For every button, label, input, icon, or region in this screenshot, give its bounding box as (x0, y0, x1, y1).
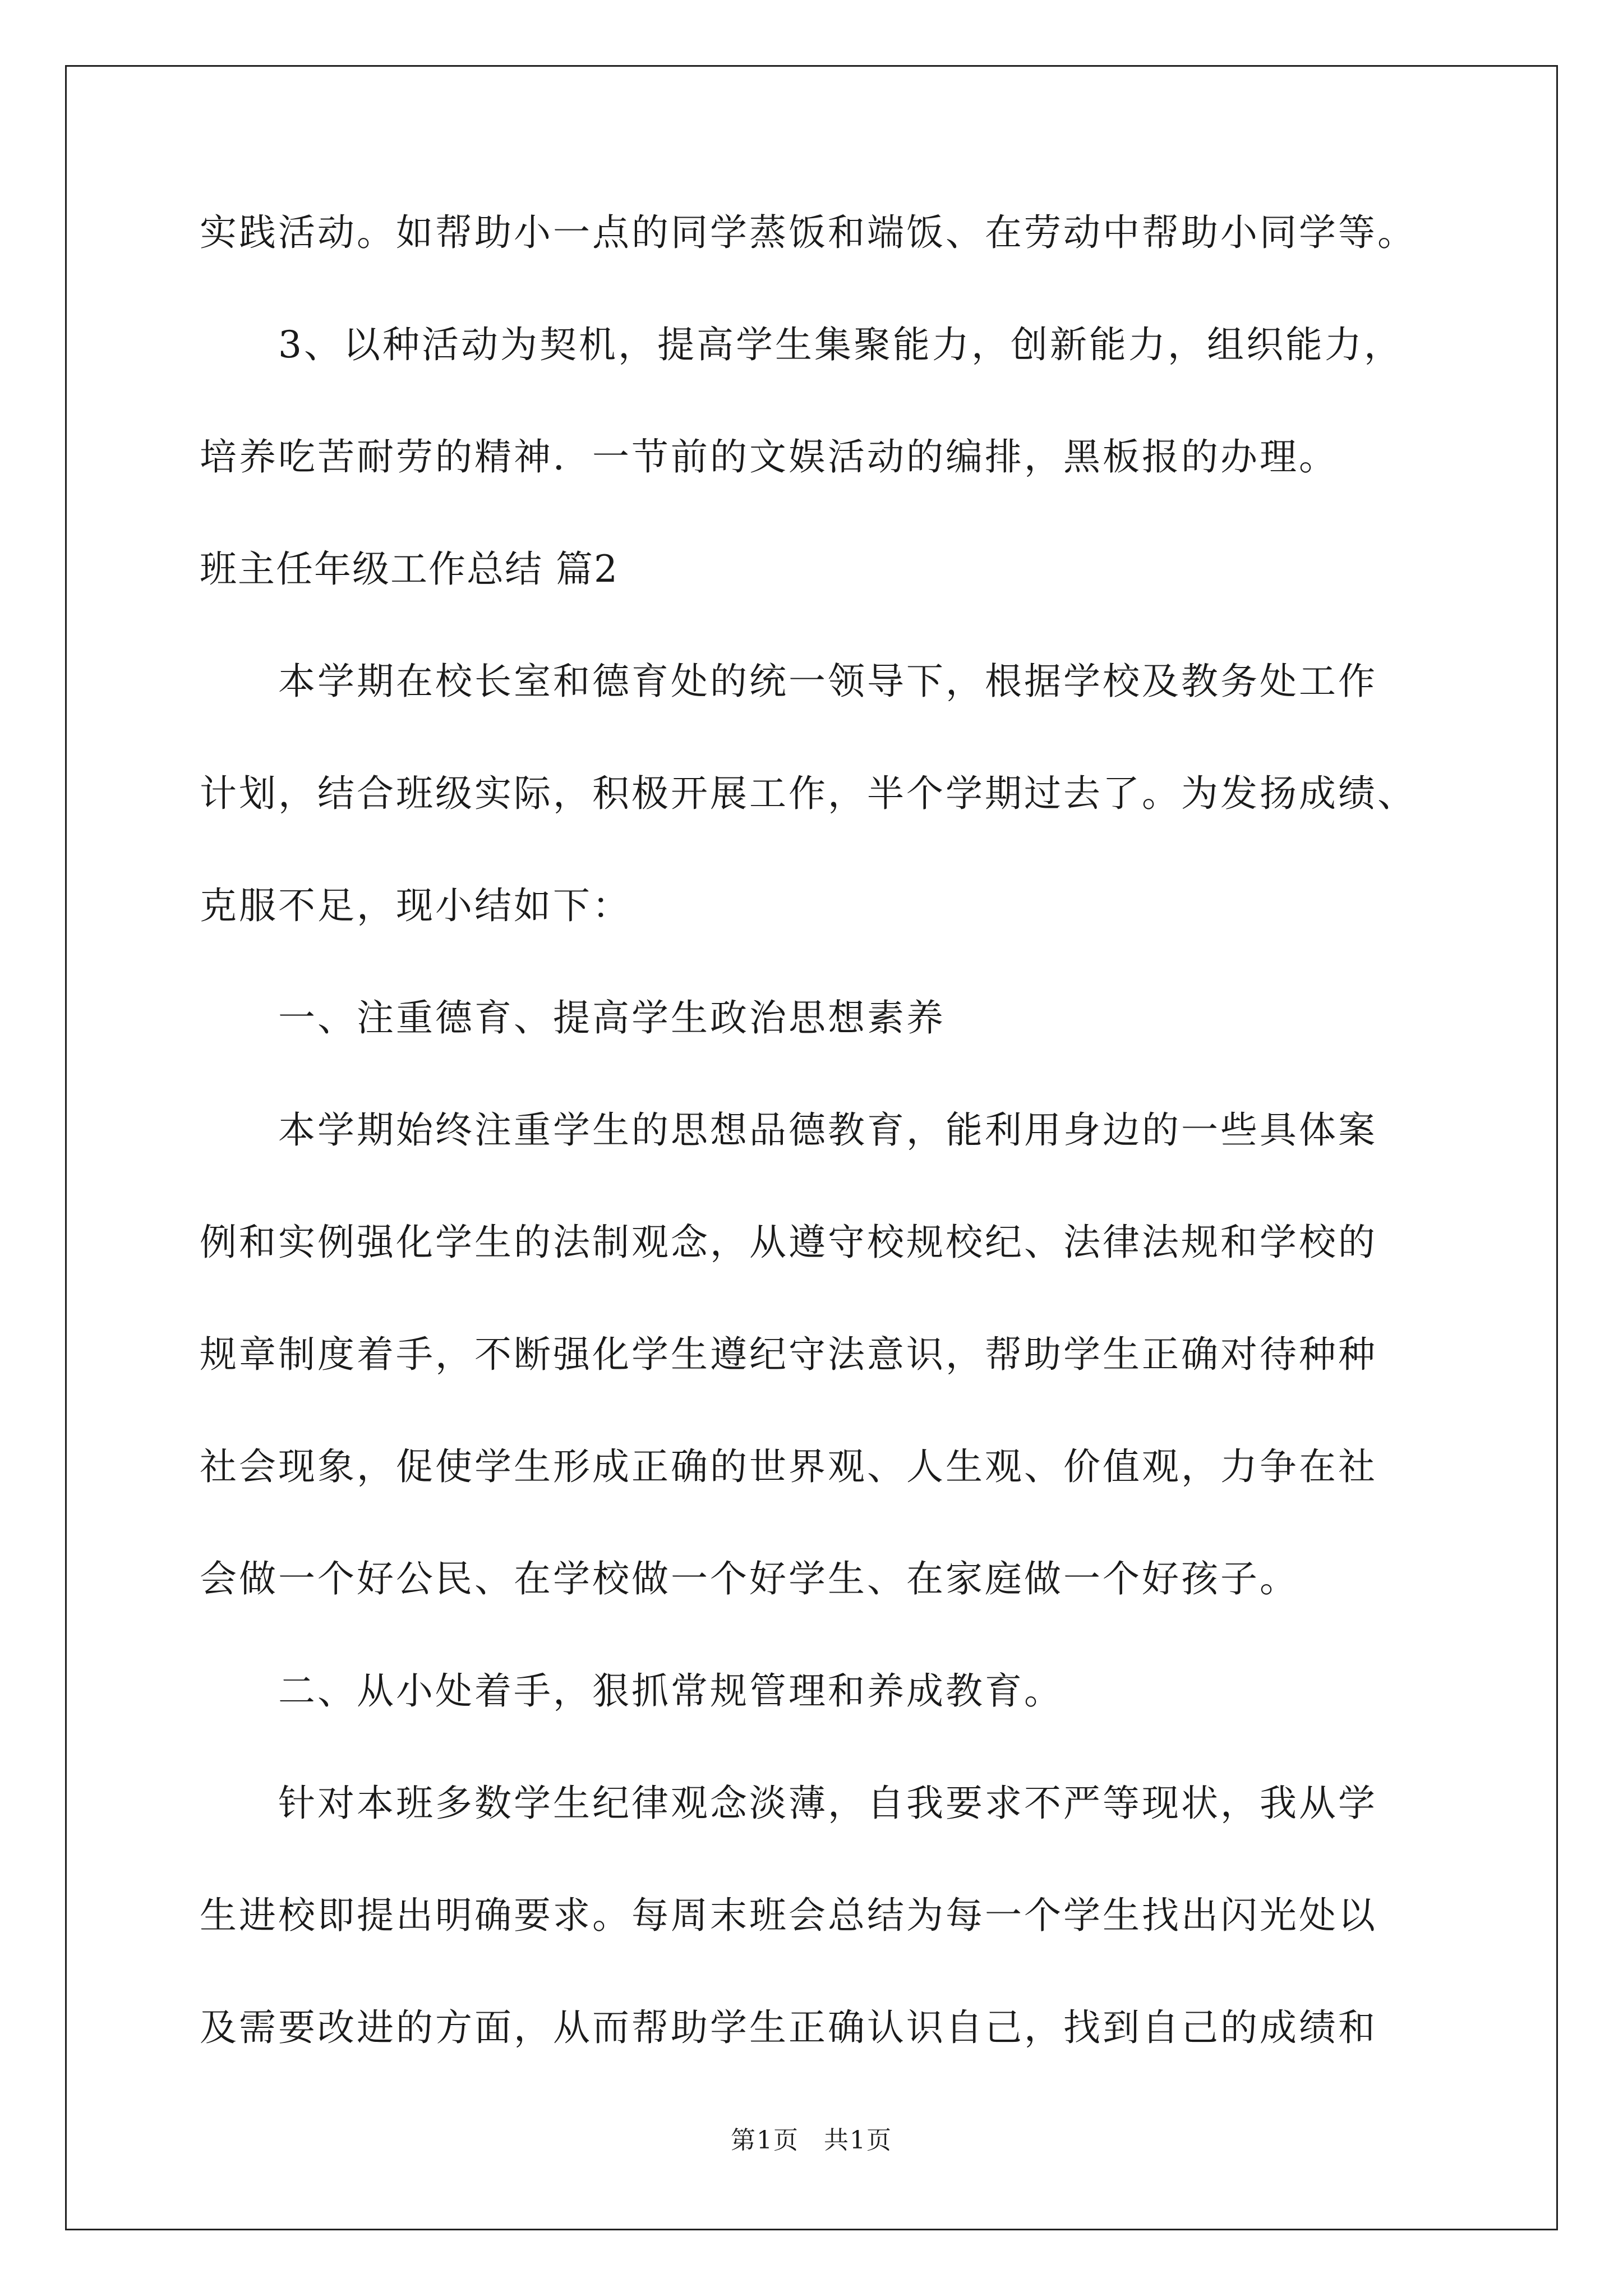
subsection-heading: 二、从小处着手，狠抓常规管理和养成教育。 (278, 1669, 1063, 1713)
document-body (200, 210, 1456, 2118)
subsection-heading: 一、注重德育、提高学生政治思想素养 (278, 996, 946, 1039)
text-line: 生进校即提出明确要求。每周末班会总结为每一个学生找出闪光处以 (200, 1894, 1377, 1937)
text-line: 及需要改进的方面，从而帮助学生正确认识自己，找到自己的成绩和 (200, 2006, 1377, 2049)
text-line: 计划，结合班级实际，积极开展工作，半个学期过去了。为发扬成绩、 (200, 772, 1417, 815)
text-line: 培养吃苦耐劳的精神．一节前的文娱活动的编排，黑板报的办理。 (200, 435, 1338, 478)
page-number: 第1页 (731, 2126, 799, 2155)
text-line: 会做一个好公民、在学校做一个好学生、在家庭做一个好孩子。 (200, 1557, 1299, 1600)
text-line: 社会现象，促使学生形成正确的世界观、人生观、价值观，力争在社 (200, 1445, 1377, 1488)
text-line: 规章制度着手，不断强化学生遵纪守法意识，帮助学生正确对待种种 (200, 1333, 1377, 1376)
section-heading: 班主任年级工作总结 篇2 (200, 547, 619, 591)
page-total: 共1页 (824, 2126, 892, 2155)
text-line: 针对本班多数学生纪律观念淡薄，自我要求不严等现状，我从学 (278, 1782, 1377, 1825)
text-line: 实践活动。如帮助小一点的同学蒸饭和端饭、在劳动中帮助小同学等。 (200, 211, 1417, 254)
text-line: 3、以种活动为契机，提高学生集聚能力，创新能力，组织能力， (278, 323, 1403, 366)
text-line: 本学期始终注重学生的思想品德教育，能利用身边的一些具体案 (278, 1108, 1377, 1152)
page-footer (0, 2125, 1623, 2156)
text-line: 例和实例强化学生的法制观念，从遵守校规校纪、法律法规和学校的 (200, 1221, 1377, 1264)
text-line: 本学期在校长室和德育处的统一领导下，根据学校及教务处工作 (278, 660, 1377, 703)
text-line: 克服不足，现小结如下： (200, 884, 631, 927)
